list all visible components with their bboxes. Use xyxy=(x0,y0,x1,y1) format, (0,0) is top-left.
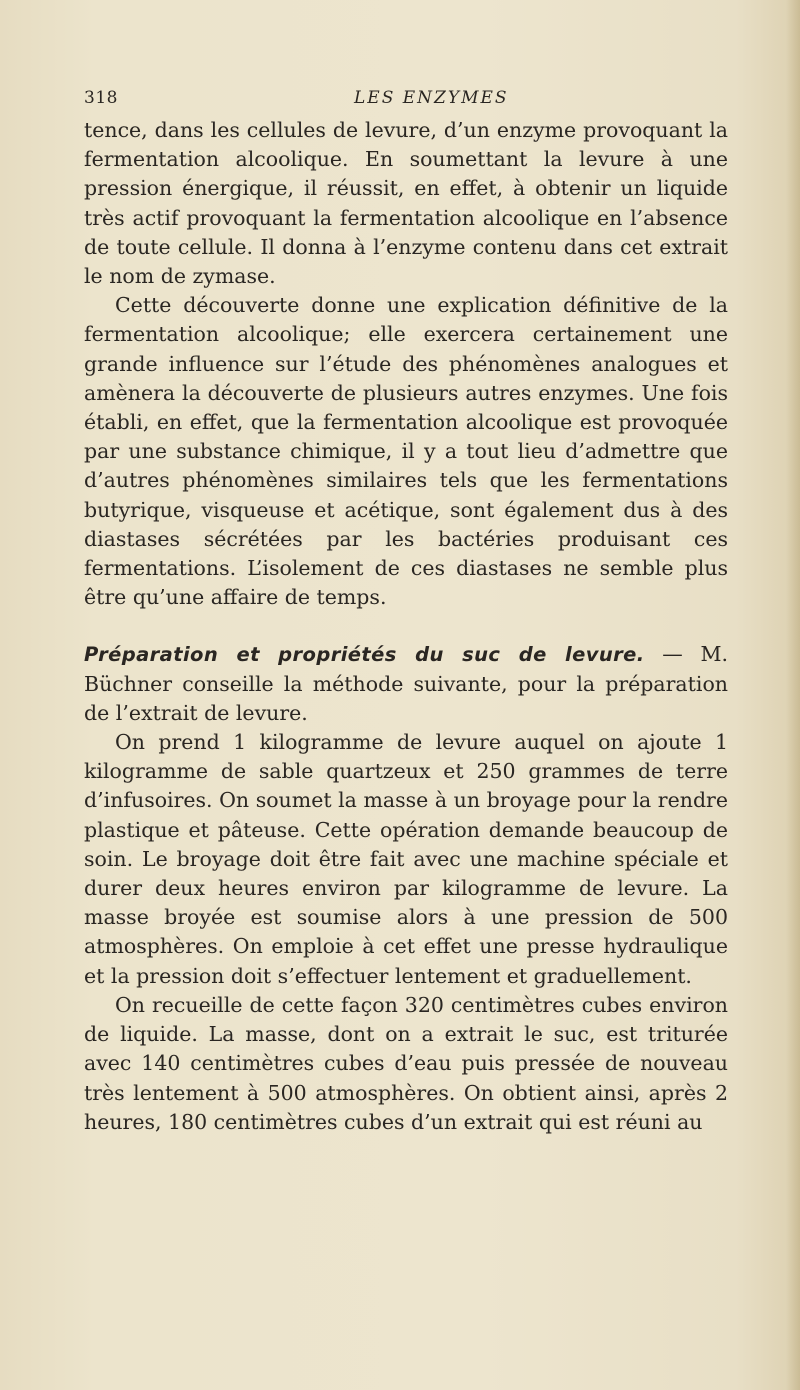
paragraph-discovery: Cette découverte donne une explication définitive de la fermentation alcoolique; elle exercera certainement une grande influence sur l’étude des phénomènes analogues et amènera la découverte de plusieurs autres enzymes. Une fois établi, en effet, que la fermentation alcoolique est provoquée par une substance chimique, il y a tout lieu d’admettre que d’autres phénomènes similaires tels que les fermentations butyrique, visqueuse et acétique, sont également dus à des diastases sécrétées par les bactéries produisant ces fermentations. L’isolement de ces diastases ne semble plus être qu’une affaire de temps. xyxy=(84,293,728,610)
section-heading: Préparation et propriétés du suc de levure. xyxy=(84,643,645,667)
section-intro-text: — M. Büchner conseille la méthode suivante, pour la préparation de l’extrait de levure. xyxy=(84,642,728,725)
paragraph-collection: On recueille de cette façon 320 centimètres cubes environ de liquide. La masse, dont on a extrait le suc, est triturée avec 140 centimètres cubes d’eau puis pressée de nouveau très lentement à 500 atmosphères. On obtient ainsi, après 2 heures, 180 centimètres cubes d’un extrait qui est réuni au xyxy=(84,992,728,1134)
page-edge-shadow xyxy=(786,0,800,1390)
paragraph-method: On prend 1 kilogramme de levure auquel on ajoute 1 kilogramme de sable quartzeux et 250 grammes de terre d’infusoires. On soumet la masse à un broyage pour la rendre plastique et pâteuse. Cette opération demande beaucoup de soin. Le broyage doit être fait avec une machine spéciale et durer deux heures environ par kilogramme de levure. La masse broyée est soumise alors à une pression de 500 atmosphères. On emploie à cet effet une presse hydraulique et la pression doit s’effectuer lentement et graduellement. xyxy=(84,730,728,988)
paragraph-continuation: tence, dans les cellules de levure, d’un enzyme provoquant la fermentation alcoolique. En soumettant la levure à une pression énergique, il réussit, en effet, à obtenir un liquide très actif provoquant la fermentation alcoolique en l’absence de toute cellule. Il donna à l’enzyme contenu dans cet extrait le nom de zymase. xyxy=(84,118,728,289)
running-title: LES ENZYMES xyxy=(354,88,509,108)
section-spacer xyxy=(84,612,728,640)
running-head xyxy=(84,88,724,112)
body-text xyxy=(84,116,728,1137)
paragraph-section-intro xyxy=(84,640,728,728)
page-number: 318 xyxy=(84,88,118,108)
